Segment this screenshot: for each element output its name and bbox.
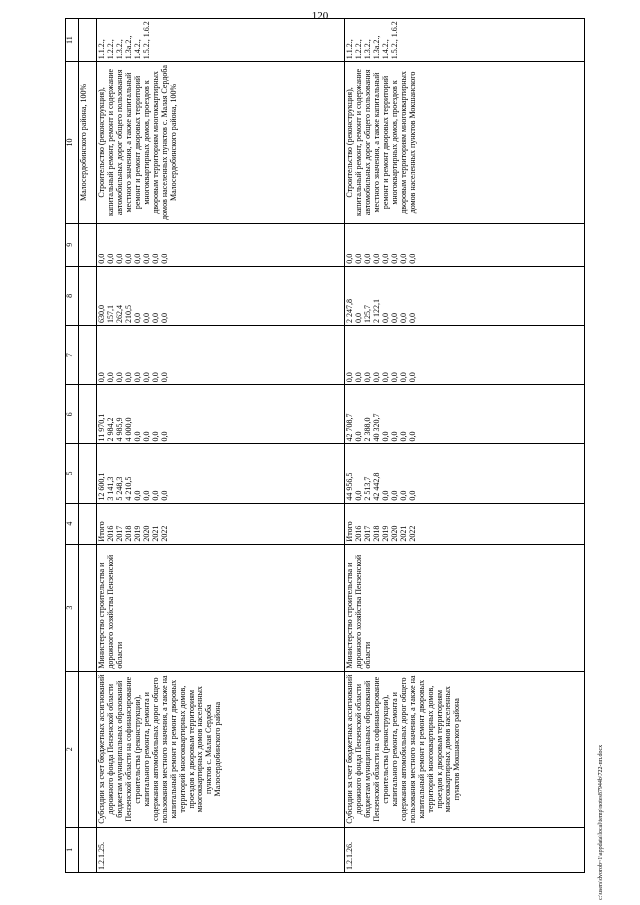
value: 0,0 bbox=[380, 253, 390, 264]
regional-budget-cell bbox=[97, 385, 345, 444]
header-col-7: 7 bbox=[66, 326, 79, 385]
other-sources-cell bbox=[345, 223, 585, 266]
value: 0,0 bbox=[105, 372, 115, 383]
header-col-6: 6 bbox=[66, 385, 79, 444]
value: 0,0 bbox=[150, 372, 160, 383]
header-col-8: 8 bbox=[66, 266, 79, 325]
value: 0,0 bbox=[353, 490, 363, 501]
value: 2 513,7 bbox=[362, 476, 372, 501]
value: 0,0 bbox=[105, 253, 115, 264]
value: 11 970,1 bbox=[97, 413, 106, 442]
value: 0,0 bbox=[371, 372, 381, 383]
year-label: 2020 bbox=[389, 525, 399, 542]
year-label: 2019 bbox=[380, 525, 390, 542]
header-col-10: 10 bbox=[66, 62, 79, 224]
measure-name: Субсидии за счет бюджетных ассигнований дорожного фонда Пензенской области бюджетам муниципальных образований Пензенской области на софинансирование строительства (реконструкции), капитального ремонта, ремонта и содержания автомобильных дорог общего пользования местного значения, а также на капитальный ремонт и ремонт дворовых территорий многоквартирных домов, проездов к дворовым территориям многоквартирных домов населенных пунктов с. Малая Сердоба Малосердобинского района bbox=[97, 671, 345, 827]
value: 0,0 bbox=[132, 253, 142, 264]
value: 125,7 bbox=[362, 305, 372, 323]
file-path-footer: c:\users\dvorob~1\appdata\local\temp\notes87944b\722-пп.docx bbox=[598, 744, 604, 900]
year-label: 2021 bbox=[150, 525, 160, 542]
local-budget-cell bbox=[345, 266, 585, 325]
value: 0,0 bbox=[389, 313, 399, 323]
value: 0,0 bbox=[150, 431, 160, 442]
value: 2 984,2 bbox=[105, 417, 115, 442]
value: 630,0 bbox=[97, 305, 106, 323]
header-row bbox=[66, 19, 79, 873]
value: 0,0 bbox=[345, 253, 354, 264]
value: 0,0 bbox=[407, 253, 417, 264]
year-label: 2022 bbox=[159, 525, 169, 542]
value: 0,0 bbox=[389, 372, 399, 383]
header-col-11: 11 bbox=[66, 19, 79, 62]
total-cell bbox=[345, 444, 585, 503]
year-label: 2019 bbox=[132, 525, 142, 542]
value: 2 122,1 bbox=[371, 299, 381, 323]
table-row bbox=[345, 19, 585, 873]
value: 2 247,8 bbox=[345, 299, 354, 323]
row-number: 1.2.1.26. bbox=[345, 827, 585, 872]
year-label: 2016 bbox=[105, 525, 115, 542]
value: 0,0 bbox=[353, 372, 363, 383]
year-label: 2018 bbox=[123, 525, 133, 542]
value: 0,0 bbox=[345, 372, 354, 383]
year-label: 2020 bbox=[141, 525, 151, 542]
program-table bbox=[65, 18, 585, 873]
value: 0,0 bbox=[353, 431, 363, 442]
regional-budget-cell bbox=[345, 385, 585, 444]
carry-over-indicators bbox=[79, 19, 97, 62]
value: 0,0 bbox=[159, 372, 169, 383]
row-number: 1.2.1.25. bbox=[97, 827, 345, 872]
year-label: 2021 bbox=[398, 525, 408, 542]
indicator-refs: 1.1.2., 1.2.2., 1.3.2., 1.3а.2., 1.4.2., 1.5.2., 1.6.2 bbox=[345, 19, 585, 62]
federal-budget-cell bbox=[97, 326, 345, 385]
table-row bbox=[97, 19, 345, 873]
year-label: Итого bbox=[345, 521, 354, 542]
value: 4 000,0 bbox=[123, 417, 133, 442]
value: 4 210,5 bbox=[123, 476, 133, 501]
expected-result: Строительство (реконструкция), капитальный ремонт, ремонт и содержание автомобильных дорог общего пользования местного значения, а также капитальный ремонт и ремонт дворовых территорий многоквартирных домов, проездов к дворовым территориям многоквартирных домов населенных пунктов с. Малая Сердоба Малосердобинского района, 100% bbox=[97, 62, 345, 224]
value: 0,0 bbox=[398, 490, 408, 501]
value: 42 708,7 bbox=[345, 413, 354, 442]
value: 0,0 bbox=[132, 313, 142, 323]
value: 0,0 bbox=[371, 253, 381, 264]
value: 0,0 bbox=[389, 253, 399, 264]
value: 0,0 bbox=[398, 372, 408, 383]
header-col-2: 2 bbox=[66, 671, 79, 827]
header-col-5: 5 bbox=[66, 444, 79, 503]
indicator-refs: 1.1.2., 1.2.2., 1.3.2., 1.3а.2., 1.4.2., 1.5.2., 1.6.2 bbox=[97, 19, 345, 62]
value: 0,0 bbox=[362, 372, 372, 383]
carry-over-result: Малосердобинского района, 100% bbox=[79, 62, 97, 224]
header-col-9: 9 bbox=[66, 223, 79, 266]
value: 0,0 bbox=[132, 372, 142, 383]
value: 0,0 bbox=[398, 253, 408, 264]
value: 0,0 bbox=[389, 431, 399, 442]
federal-budget-cell bbox=[345, 326, 585, 385]
value: 42 442,8 bbox=[371, 472, 381, 501]
value: 0,0 bbox=[407, 431, 417, 442]
value: 0,0 bbox=[97, 372, 106, 383]
year-label: Итого bbox=[97, 521, 106, 542]
page-number: 120 bbox=[311, 10, 329, 22]
value: 0,0 bbox=[159, 490, 169, 501]
executor: Министерство строительства и дорожного хозяйства Пензенской области bbox=[345, 544, 585, 671]
executor: Министерство строительства и дорожного хозяйства Пензенской области bbox=[97, 544, 345, 671]
years-cell bbox=[97, 503, 345, 544]
value: 0,0 bbox=[362, 253, 372, 264]
value: 0,0 bbox=[159, 313, 169, 323]
years-cell bbox=[345, 503, 585, 544]
value: 0,0 bbox=[150, 490, 160, 501]
value: 0,0 bbox=[141, 253, 151, 264]
total-cell bbox=[97, 444, 345, 503]
year-label: 2022 bbox=[407, 525, 417, 542]
value: 0,0 bbox=[132, 431, 142, 442]
header-col-1: 1 bbox=[66, 827, 79, 872]
value: 0,0 bbox=[114, 372, 124, 383]
value: 0,0 bbox=[97, 253, 106, 264]
value: 12 600,1 bbox=[97, 472, 106, 501]
value: 40 320,7 bbox=[371, 413, 381, 442]
value: 5 248,3 bbox=[114, 476, 124, 501]
header-col-4: 4 bbox=[66, 503, 79, 544]
value: 0,0 bbox=[353, 253, 363, 264]
year-label: 2017 bbox=[362, 525, 372, 542]
year-label: 2016 bbox=[353, 525, 363, 542]
value: 0,0 bbox=[407, 372, 417, 383]
value: 0,0 bbox=[141, 490, 151, 501]
value: 262,4 bbox=[114, 305, 124, 323]
value: 210,5 bbox=[123, 305, 133, 323]
value: 0,0 bbox=[114, 253, 124, 264]
value: 0,0 bbox=[380, 313, 390, 323]
value: 44 956,5 bbox=[345, 472, 354, 501]
local-budget-cell bbox=[97, 266, 345, 325]
value: 0,0 bbox=[380, 490, 390, 501]
year-label: 2017 bbox=[114, 525, 124, 542]
value: 4 985,9 bbox=[114, 417, 124, 442]
other-sources-cell bbox=[97, 223, 345, 266]
value: 0,0 bbox=[141, 431, 151, 442]
value: 0,0 bbox=[407, 490, 417, 501]
value: 2 388,0 bbox=[362, 417, 372, 442]
value: 0,0 bbox=[407, 313, 417, 323]
value: 0,0 bbox=[150, 253, 160, 264]
value: 0,0 bbox=[141, 313, 151, 323]
year-label: 2018 bbox=[371, 525, 381, 542]
value: 0,0 bbox=[389, 490, 399, 501]
value: 0,0 bbox=[380, 372, 390, 383]
value: 0,0 bbox=[123, 372, 133, 383]
value: 157,1 bbox=[105, 305, 115, 323]
value: 0,0 bbox=[398, 431, 408, 442]
value: 0,0 bbox=[159, 431, 169, 442]
value: 0,0 bbox=[123, 253, 133, 264]
value: 0,0 bbox=[353, 313, 363, 323]
value: 0,0 bbox=[398, 313, 408, 323]
measure-name: Субсидии за счет бюджетных ассигнований дорожного фонда Пензенской области бюджетам муниципальных образований Пензенской области на софинансирование строительства (реконструкции), капитального ремонта, ремонта и содержания автомобильных дорог общего пользования местного значения, а также на капитальный ремонт и ремонт дворовых территорий многоквартирных домов, проездов к дворовым территориям многоквартирных домов населенных пунктов Мокшанского района bbox=[345, 671, 585, 827]
expected-result: Строительство (реконструкция), капитальный ремонт, ремонт и содержание автомобильных дорог общего пользования местного значения, а также капитальный ремонт и ремонт дворовых территорий многоквартирных домов, проездов к дворовым территориям многоквартирных домов населенных пунктов Мокшанского bbox=[345, 62, 585, 224]
value: 0,0 bbox=[380, 431, 390, 442]
value: 3 141,3 bbox=[105, 476, 115, 501]
value: 0,0 bbox=[150, 313, 160, 323]
header-col-3: 3 bbox=[66, 544, 79, 671]
value: 0,0 bbox=[159, 253, 169, 264]
carry-over-row bbox=[79, 19, 97, 873]
value: 0,0 bbox=[132, 490, 142, 501]
value: 0,0 bbox=[141, 372, 151, 383]
